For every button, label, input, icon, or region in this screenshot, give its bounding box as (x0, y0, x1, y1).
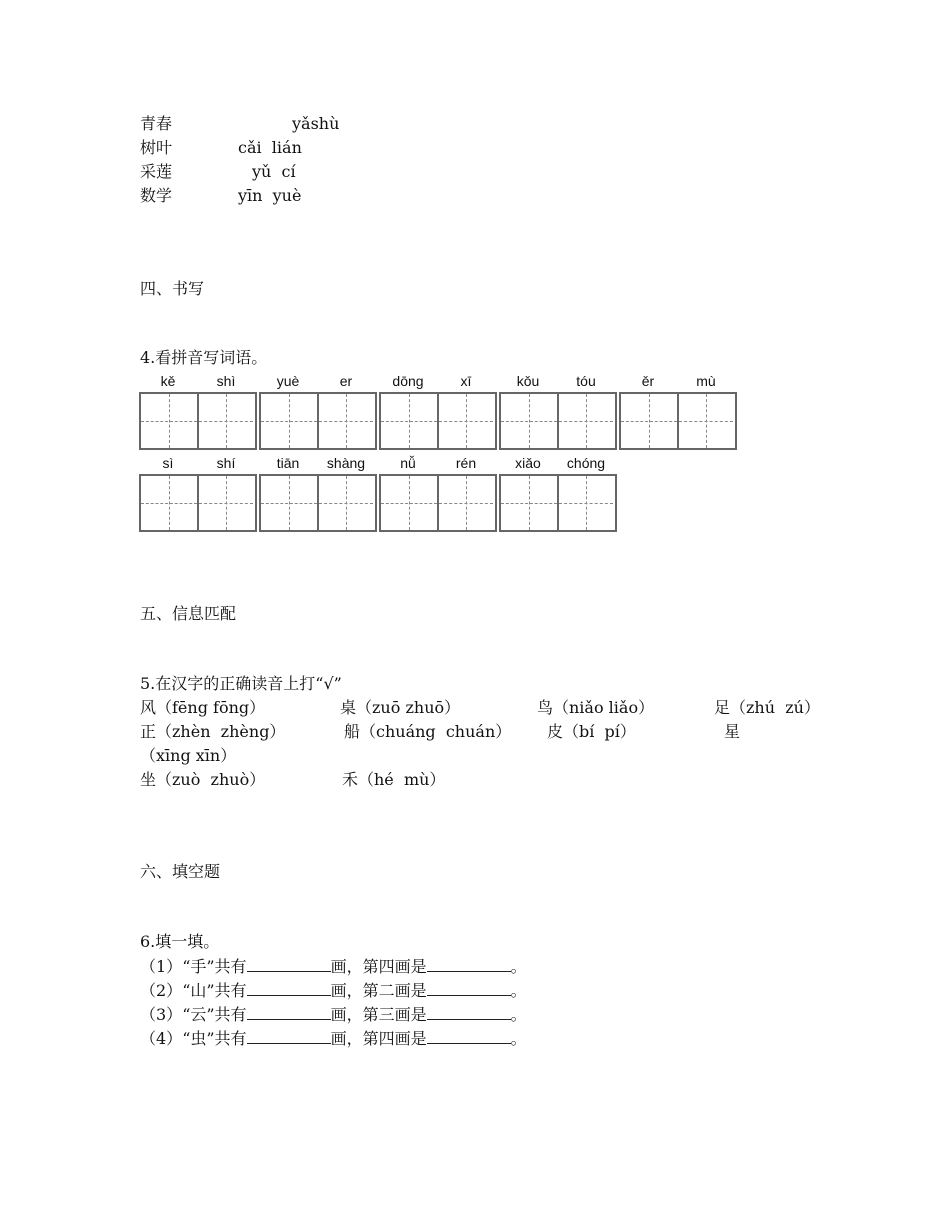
pinyin-label: shàng (326, 455, 366, 471)
pinyin-label: rén (455, 455, 477, 471)
pinyin-label: chóng (566, 455, 606, 471)
writing-cell[interactable] (381, 476, 437, 530)
question-5: 5.在汉字的正确读音上打“√” (140, 674, 342, 693)
writing-cell[interactable] (197, 394, 253, 448)
pinyin-label: yuè (276, 373, 300, 389)
writing-cell[interactable] (317, 476, 373, 530)
pinyin-label: er (339, 373, 353, 389)
writing-box-pair[interactable] (499, 474, 617, 532)
writing-cell[interactable] (557, 476, 613, 530)
writing-box-pair[interactable] (139, 392, 257, 450)
reading-choice[interactable]: 星 (724, 722, 741, 741)
answer-blank[interactable] (427, 979, 511, 996)
writing-box-pair[interactable] (379, 474, 497, 532)
writing-cell[interactable] (141, 476, 197, 530)
answer-blank[interactable] (247, 1027, 331, 1044)
pinyin-label: kǒu (516, 373, 540, 389)
match-row: 树叶 (140, 138, 173, 157)
writing-cell[interactable] (557, 394, 613, 448)
reading-choice[interactable]: 足（zhú zú） (714, 698, 820, 717)
writing-box-pair[interactable] (259, 392, 377, 450)
pinyin-label: ěr (641, 373, 655, 389)
fill-item: （4）“虫”共有 画，第四画是 。 (140, 1029, 527, 1048)
match-pinyin: cǎi lián (238, 138, 302, 157)
answer-blank[interactable] (247, 1003, 331, 1020)
writing-box-pair[interactable] (379, 392, 497, 450)
reading-choice[interactable]: 皮（bí pí） (547, 722, 636, 741)
section-title-writing: 四、书写 (140, 279, 205, 298)
question-6: 6.填一填。 (140, 932, 220, 951)
answer-blank[interactable] (247, 955, 331, 972)
pinyin-label: dōng (392, 373, 424, 389)
pinyin-label: tóu (576, 373, 596, 389)
writing-cell[interactable] (437, 394, 493, 448)
writing-box-pair[interactable] (139, 474, 257, 532)
writing-cell[interactable] (197, 476, 253, 530)
match-pinyin: yīn yuè (238, 186, 302, 205)
pinyin-label: kě (160, 373, 176, 389)
fill-item: （1）“手”共有 画，第四画是 。 (140, 957, 527, 976)
writing-box-pair[interactable] (259, 474, 377, 532)
writing-cell[interactable] (381, 394, 437, 448)
reading-choice[interactable]: 正（zhèn zhèng） (140, 722, 286, 741)
question-4: 4.看拼音写词语。 (140, 348, 268, 367)
answer-blank[interactable] (247, 979, 331, 996)
match-pinyin: yǔ cí (252, 162, 296, 181)
pinyin-label: xī (460, 373, 472, 389)
match-row: 青春 (140, 114, 173, 133)
writing-cell[interactable] (677, 394, 733, 448)
pinyin-label: xiǎo (515, 455, 541, 471)
writing-cell[interactable] (501, 394, 557, 448)
writing-cell[interactable] (261, 476, 317, 530)
fill-item: （2）“山”共有 画，第二画是 。 (140, 981, 527, 1000)
answer-blank[interactable] (427, 955, 511, 972)
pinyin-label: shì (216, 373, 236, 389)
answer-blank[interactable] (427, 1003, 511, 1020)
writing-cell[interactable] (621, 394, 677, 448)
section-title-fill: 六、填空题 (140, 862, 221, 881)
writing-cell[interactable] (437, 476, 493, 530)
writing-box-pair[interactable] (619, 392, 737, 450)
reading-choice[interactable]: 风（fēng fōng） (140, 698, 266, 717)
pinyin-label: tiān (276, 455, 300, 471)
reading-choice[interactable]: 船（chuáng chuán） (344, 722, 512, 741)
writing-cell[interactable] (261, 394, 317, 448)
writing-box-pair[interactable] (499, 392, 617, 450)
pinyin-label: mù (696, 373, 716, 389)
reading-choice[interactable]: 坐（zuò zhuò） (140, 770, 266, 789)
fill-item: （3）“云”共有 画，第三画是 。 (140, 1005, 527, 1024)
pinyin-label: nǚ (400, 455, 416, 471)
match-row: 采莲 (140, 162, 173, 181)
writing-cell[interactable] (501, 476, 557, 530)
writing-cell[interactable] (141, 394, 197, 448)
reading-choice[interactable]: 鸟（niǎo liǎo） (537, 698, 655, 717)
section-title-matching: 五、信息匹配 (140, 604, 237, 623)
reading-choice[interactable]: 桌（zuō zhuō） (340, 698, 461, 717)
writing-cell[interactable] (317, 394, 373, 448)
pinyin-label: sì (162, 455, 174, 471)
match-pinyin: yǎshù (292, 114, 340, 133)
pinyin-label: shí (216, 455, 236, 471)
reading-choice[interactable]: （xīng xīn） (140, 746, 237, 765)
answer-blank[interactable] (427, 1027, 511, 1044)
reading-choice[interactable]: 禾（hé mù） (342, 770, 446, 789)
match-row: 数学 (140, 186, 173, 205)
